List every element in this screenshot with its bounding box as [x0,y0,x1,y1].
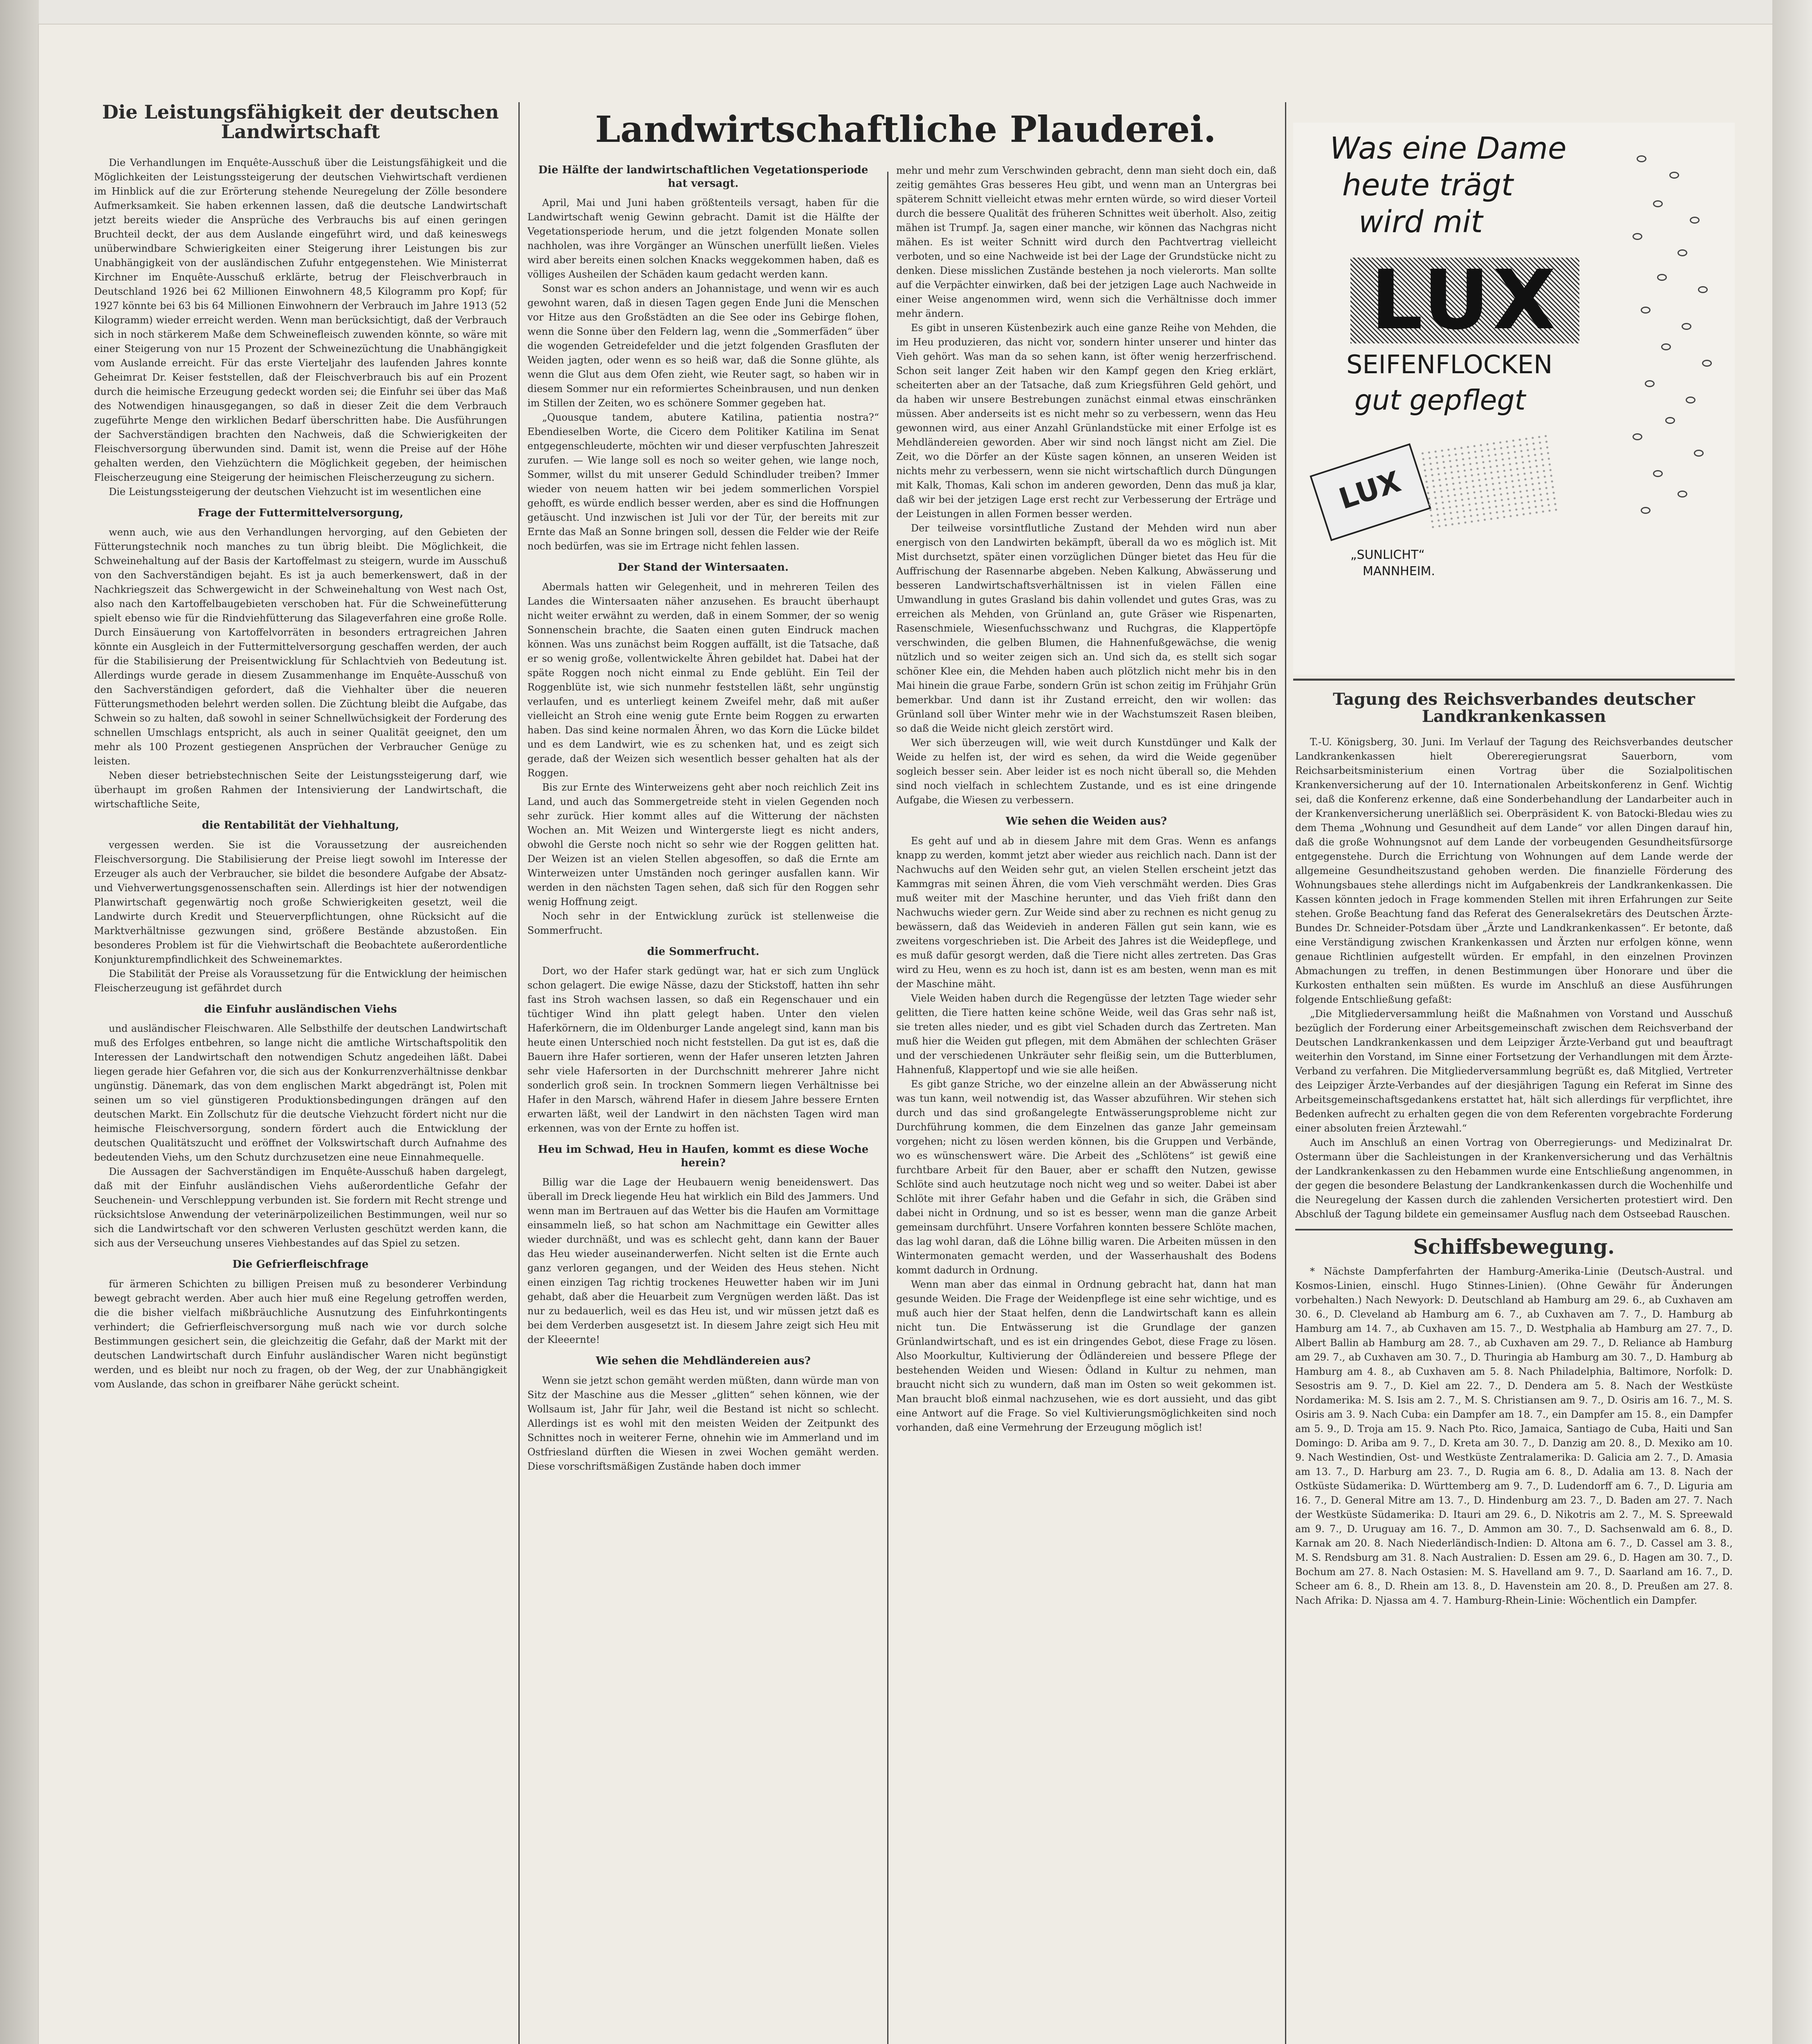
center-column [527,164,879,2044]
right-paragraph: „Die Mitgliederversammlung heißt die Maßnahmen von Vorstand und Ausschuß bezüglich der Forderung einer Arbeitsgemeinschaft zwischen dem Reichsverband der Deutschen Landkrankenkassen und dem Leipziger Ärzte-Verband gut und beauftragt weiterhin den Vorstand, im Sinne einer Fortsetzung der Verhandlungen mit dem Ärzte-Verband zu verfahren. Die Mitgliederversammlung begrüßt es, daß Mitglied, Vertreter des Leipziger Ärzte-Verbandes auf der diesjährigen Tagung ein Referat im Sinne des Arbeitsgemeinschaftsgedankens erstattet hat, hält sich allerdings für verpflichtet, ihre Bedenken aufrecht zu erhalten gegen die von dem Referenten vorgebrachte Forderung einer absoluten freien Ärztewahl.“ [1295,1008,1733,1134]
right-headline: Tagung des Reichsverbandes deutscher Landkrankenkassen [1333,691,1695,726]
column-rule [1285,102,1286,2044]
center-paragraph: Sonst war es schon anders an Johannistage, und wenn wir es auch gewohnt waren, daß in diesen Tagen gegen Ende Juni die Menschen vor Hitze aus den Großstädten an die See oder ins Gebirge flohen, wenn die Sonne über den Feldern lag, wenn die „Sommerfäden“ über die wogenden Getreidefelder und die jetzt folgenden Grasfluten der Weiden jagten, oder wenn es so heiß war, daß die Sonne glühte, als wenn die Glut aus dem Ofen zieht, wie Reuter sagt, so haben wir in diesem Sommer nur ein reformiertes Scheinbrausen, und nun denken im Stillen der Zeiten, wo es schönere Sommer gegeben hat. [527,283,879,409]
center-headline: Landwirtschaftliche Plauderei. [595,108,1216,150]
center-subheading: Heu im Schwad, Heu in Haufen, kommt es diese Woche herein? [538,1143,869,1169]
center-paragraph: Viele Weiden haben durch die Regengüsse der letzten Tage wieder sehr gelitten, die Tiere hatten keine schöne Weide, weil das Gras sehr naß ist, sie treten alles nieder, und es gibt viel Schaden durch das Zertreten. Man muß hier die Weiden gut pflegen, mit dem Abmähen der schlechten Gräser und der verschiedenen Unkräuter sehr fleißig sein, um die Butterblumen, Hahnenfuß, Klappertopf und wie sie alle heißen. [896,992,1276,1076]
ad-footer-brand: „SUNLICHT“ [1350,548,1425,562]
center-subheading: Der Stand der Wintersaaten. [618,561,789,574]
section-divider [1295,1229,1733,1230]
column-rule [518,102,520,2044]
ad-tagline: gut gepflegt [1355,384,1526,417]
right-paragraph: Auch im Anschluß an einen Vortrag von Oberregierungs- und Medizinalrat Dr. Ostermann über die Sachleistungen in der Krankenversicherung und das Verhältnis der Landkrankenkassen zu den Hebammen wurde eine Entschließung angenommen, in der gegen die besondere Belastung der Landkrankenkassen durch die Wochenhilfe und die Neuregelung der Kassen durch die zahlenden Versicherten protestiert wird. Den Abschluß der Tagung bildete ein gemeinsamer Ausflug nach dem Ostseebad Rauschen. [1295,1137,1733,1220]
ships-paragraph: * Nächste Dampferfahrten der Hamburg-Amerika-Linie (Deutsch-Austral. und Kosmos-Linien, einschl. Hugo Stinnes-Linien). (Ohne Gewähr für Änderungen vorbehalten.) Nach Newyork: D. Deutschland ab Hamburg am 29. 6., ab Cuxhaven am 30. 6., D. Cleveland ab Hamburg am 6. 7., ab Cuxhaven am 7. 7., D. Hamburg ab Hamburg am 14. 7., ab Cuxhaven am 15. 7., D. Westphalia ab Hamburg am 27. 7., D. Albert Ballin ab Hamburg am 28. 7., ab Cuxhaven am 29. 7., D. Reliance ab Hamburg am 29. 7., ab Cuxhaven am 30. 7., D. Thuringia ab Hamburg am 30. 7., D. Hamburg ab Hamburg am 4. 8., ab Cuxhaven am 5. 8. Nach Philadelphia, Baltimore, Norfolk: D. Sesostris am 9. 7., D. Kiel am 22. 7., D. Dendera am 5. 8. Nach der Westküste Nordamerika: M. S. Isis am 2. 7., M. S. Christiansen am 9. 7., D. Osiris am 16. 7., M. S. Osiris am 3. 9. Nach Cuba: ein Dampfer am 18. 7., ein Dampfer am 15. 8., ein Dampfer am 5. 9., D. Troja am 15. 9. Nach Pto. Rico, Jamaica, Santiago de Cuba, Haiti und San Domingo: D. Ariba am 9. 7., D. Kreta am 30. 7., D. Danzig am 20. 8., D. Mexiko am 10. 9. Nach Westindien, Ost- und Westküste Zentralamerika: D. Galicia am 2. 7., D. Amasia am 13. 7., D. Harburg am 23. 7., D. Rugia am 6. 8., D. Adalia am 13. 8. Nach der Ostküste Südamerika: D. Württemberg am 9. 7., D. Ludendorff am 6. 7., D. Liguria am 16. 7., D. General Mitre am 13. 7., D. Hindenburg am 23. 7., D. Baden am 27. 7. Nach der Westküste Südamerika: D. Itauri am 29. 6., D. Nikotris am 2. 7., M. S. Spreewald am 9. 7., D. Uruguay am 16. 7., D. Ammon am 30. 7., D. Sachsenwald am 6. 8., D. Karnak am 20. 8. Nach Niederländisch-Indien: D. Altona am 6. 7., D. Cassel am 3. 8., M. S. Rendsburg am 31. 8. Nach Australien: D. Essen am 29. 6., D. Hagen am 30. 7., D. Bochum am 27. 8. Nach Ostasien: M. S. Havelland am 9. 7., D. Saarland am 16. 7., D. Scheer am 6. 8., D. Rhein am 13. 8., D. Havenstein am 20. 8., D. Preußen am 27. 8. Nach Afrika: D. Njassa am 4. 7. Hamburg-Rhein-Linie: Wöchentlich ein Dampfer. [1295,1265,1733,1606]
left-paragraph: für ärmeren Schichten zu billigen Preisen muß zu besonderer Verbindung bewegt gebracht werden. Aber auch hier muß eine Regelung getroffen werden, die die bisher vielfach mißbräuchliche Ausnutzung des Einfuhrkontingents verhindert; die Gefrierfleischversorgung muß nach wie vor durch solche Bestimmungen gesichert sein, die gleichzeitig die Gefahr, daß der Markt mit der deutschen Landwirtschaft durch Einfuhr ausländischer Waren nicht begünstigt werden, und es bleibt nur noch zu fragen, ob der Weg, der zur Unabhängigkeit vom Auslande, das schon in greifbarer Nähe gerückt scheint. [94,1278,507,1390]
previous-page-edge [0,0,39,2044]
center-paragraph: Es gibt in unseren Küstenbezirk auch eine ganze Reihe von Mehden, die im Heu produzieren, das nicht vor, sondern hinter unserer und hinter das Vieh gehört. Was man da so sehen kann, ist öfter wenig herzerfrischend. Schon seit langer Zeit haben wir den Kampf gegen den Krieg erklärt, scheiterten aber an der Tatsache, daß zum Kriegsführen Geld gehört, und da haben wir unsere Bestrebungen zunächst einmal etwas einschränken müssen. Aber anderseits ist es nicht mehr so zu verbessern, wenn das Heu gewonnen wird, aus einer Anzahl Grünlandstücke mit einer Erfolge ist es Mehdländereien geworden. Aber wir sind noch längst nicht am Ziel. Die Zeit, wo die Dörfer an der Küste sagen können, an unseren Weiden ist nichts mehr zu verbessern, wenn sie nicht wirtschaftlich durch Düngungen mit Kalk, Thomas, Kali schon im anderen geworden, Denn das muß ja klar, daß wir bei der jetzigen Lage erst recht zur Verbesserung der Erträge und der Leistungen in allen Formen besser werden. [896,322,1276,520]
left-paragraph: Neben dieser betriebstechnischen Seite der Leistungssteigerung darf, wie überhaupt im großen Rahmen der Intensivierung der Landwirtschaft, die wirtschaftliche Seite, [94,770,507,810]
ships-headline: Schiffsbewegung. [1413,1235,1615,1259]
ad-footer-city: MANNHEIM. [1363,564,1435,578]
left-subheading: die Rentabilität der Viehhaltung, [202,819,399,832]
left-column [94,98,507,2044]
ad-bottom-rule [1293,679,1735,681]
ad-headline-2: heute trägt [1342,168,1514,203]
ad-headline-3: wird mit [1359,204,1483,240]
center-paragraph: Billig war die Lage der Heubauern wenig beneidenswert. Das überall im Dreck liegende Heu hat wirklich ein Bild des Jammers. Und wenn man im Bertrauen auf das Wetter bis die Haufen am Vormittage einsammeln ließ, so hat schon am Nachmittage ein Gewitter alles wieder durchnäßt, und was es schlecht geht, dann kann der Bauer das Heu wieder auseinanderwerfen. Nicht selten ist die Ernte auch ganz verloren gegangen, und der Weiden des Heus stehen. Nicht einen einzigen Tag richtig trockenes Heuwetter haben wir im Juni gehabt, daß aber die Heuarbeit zum Vergnügen werden läßt. Das ist nur zu bedauerlich, weil es das Heu ist, und wir müssen jetzt daß es bei dem Verderben ausgesetzt ist. In diesem Jahre zeigt sich Heu mit der Kleeernte! [527,1177,879,1345]
right-column [1295,691,1733,2044]
page-shadow [1772,0,1812,2044]
ad-headline-1: Was eine Dame [1330,131,1567,166]
center-paragraph: „Quousque tandem, abutere Katilina, patientia nostra?“ Ebendieselben Worte, die Cicero dem Politiker Katilina im Senat entgegenschleuderte, möchten wir und dieser verpfuschten Jahreszeit zurufen. — Wie lange soll es noch so weiter gehen, wie lange noch, Sommer, willst du mit unserer Geduld Schindluder treiben? Immer wieder von neuem hatten wir bei jedem sommerlichen Vorspiel gehofft, es würde endlich besser werden, aber es sind die Hoffnungen getäuscht. Und inzwischen ist Juli vor der Tür, der bereits mit zur Ernte das Maß an Sonne bringen soll, dessen die Felder wie der Reife noch bedürfen, was sie im Ertrage nicht fehlen lassen. [527,412,879,552]
ad-product: SEIFENFLOCKEN [1346,350,1553,379]
center-subheading: Wie sehen die Weiden aus? [1005,815,1167,827]
center-subheading: Die Hälfte der landwirtschaftlichen Vegetationsperiode hat versagt. [538,164,868,190]
lux-advertisement [1293,123,1735,675]
center-paragraph: mehr und mehr zum Verschwinden gebracht, denn man sieht doch ein, daß zeitig gemähtes Gras besseres Heu gibt, und wenn man an Untergras bei späterem Schnitt vielleicht etwas mehr ernten würde, so wird dieser Vorteil durch die bessere Qualität des früheren Schnittes weit überholt. Also, zeitig mähen ist Trumpf. Ja, sagen einer manche, wir können das Nachgras nicht mähen. Es ist weiter Schnitt wird durch den Pachtvertrag vielleicht verboten, und so eine Nachweide ist bei der Lage der Grundstücke nicht zu denken. Diese misslichen Zustände bestehen ja noch vielerorts. Man sollte auf die Verpächter einwirken, daß bei der jetzigen Lage auch Nachweide in einer Weise angenommen wird, wenn sich die Verhältnisse doch immer mehr ändern. [896,165,1276,319]
center-paragraph: Der teilweise vorsintflutliche Zustand der Mehden wird nun aber energisch von den Landwirten bekämpft, überall da wo es möglich ist. Mit Mist durchsetzt, später einen vorzüglichen Dünger bietet das Heu für die Auffrischung der Rasennarbe abgeben. Neben Kalkung, Abwässerung und besseren Landwirtschaftsverhältnissen ist in vielen Fällen eine Umwandlung in gutes Grasland bis dahin vollendet und gutes Gras, was zu erreichen als Mehden, von Grünland an, gute Gräser wie Rispenarten, Rasenschmiele, Wiesenfuchsschwanz und Ruchgras, die Klappertöpfe verschwinden, die gelben Blumen, die Hahnenfußgewächse, die wenig nützlich und so weiter zeigen sich an. Und sich da, es stellt sich sogar schöner Klee ein, die Mehden haben auch plötzlich nicht mehr bis in den Mai hinein die graue Farbe, sondern Grün ist schon zeitig im Frühjahr Grün bemerkbar. Und dann ist ihr Zustand erreicht, den wir wollen: das Grünland soll über Winter mehr wie in der Wachstumszeit Rasen bleiben, so daß die Weide nicht gleich zerstört wird. [896,522,1276,734]
column-rule [887,172,888,2044]
center-paragraph: Dort, wo der Hafer stark gedüngt war, hat er sich zum Unglück schon gelagert. Die ewige Nässe, dazu der Stickstoff, hatten ihn sehr fast ins Stroh wachsen lassen, so daß ein Regenschauer und ein tüchtiger Wind ihn platt gelegt haben. Unter den vielen Haferkörnern, die im Oldenburger Lande angelegt sind, kann man bis heute einen Unterschied noch nicht feststellen. Da gut ist es, daß die Bauern ihre Hafer sortieren, wenn der Hafer unseren letzten Jahren sehr viele Hafersorten in der Durchschnitt mehrerer Jahre nicht sonderlich groß sein. In trocknen Sommern liegen Verhältnisse bei Hafer in den Marsch, während Hafer in diesem Jahre bessere Ernten erwarten läßt, weil der Landwirt in den nächsten Tagen wird man erkennen, was von der Ernte zu hoffen ist. [527,965,879,1134]
left-subheading: Frage der Futtermittelversorgung, [197,507,404,519]
left-paragraph: Die Aussagen der Sachverständigen im Enquête-Ausschuß haben dargelegt, daß mit der Einfuhr ausländischen Viehs außerordentliche Gefahr der Seuchenein- und Verschleppung verbunden ist. Sie fordern mit Recht strenge und rücksichtslose Anwendung der veterinärpolizeilichen Bestimmungen, weil nur so sich die Landwirtschaft vor den schweren Verlusten geschützt werden kann, die sich aus der Verseuchung unseres Viehbestandes auf das Spiel zu setzen. [94,1166,507,1249]
lux-brand: LUX [1370,253,1559,348]
center-paragraph: Noch sehr in der Entwicklung zurück ist stellenweise die Sommerfrucht. [527,910,879,936]
center-paragraph: Wenn sie jetzt schon gemäht werden müßten, dann würde man von Sitz der Maschine aus die Messer „glitten“ sehen können, wie der Wollsaum ist, Jahr für Jahr, weil die Bestand ist nicht so schlecht. Allerdings ist es wohl mit den meisten Weiden der Zeitpunkt des Schnittes noch in weiterer Ferne, ohnehin wie im Ammerland und im Ostfriesland dürften die Wiesen in zwei Wochen gemäht werden. Diese vorschriftsmäßigen Zustände haben doch immer [527,1374,879,1472]
center-paragraph: April, Mai und Juni haben größtenteils versagt, haben für die Landwirtschaft wenig Gewinn gebracht. Damit ist die Hälfte der Vegetationsperiode herum, und die jetzt folgenden Monate sollen nachholen, was ihre Vorgänger an Wünschen unerfüllt ließen. Vieles wird aber bereits einen solchen Knacks weggekommen haben, daß es völliges Ausheilen der Schäden kaum gedacht werden kann. [527,197,879,280]
center-paragraph: Abermals hatten wir Gelegenheit, und in mehreren Teilen des Landes die Wintersaaten näher anzusehen. Es braucht überhaupt nicht weiter erwähnt zu werden, daß in einem Sommer, der so wenig Sonnenschein brachte, die Saaten einen guten Eindruck machen können. Was uns zunächst beim Roggen auffällt, ist die Tatsache, daß er so wenig große, vollentwickelte Ähren gebildet hat. Dabei hat der späte Roggen noch nicht einmal zu Ende geblüht. Ein Teil der Roggenblüte ist, wie sich nunmehr feststellen läßt, sehr ungünstig verlaufen, und es unterliegt keinem Zweifel mehr, daß mit außer vielleicht an Stroh eine wenig gute Ernte beim Roggen zu erwarten haben. Das sind keine normalen Ähren, wo das Korn die Lücke bildet und es dem Landwirt, wie es zu schenken hat, und es zeigt sich gerade, daß der Weizen sich wesentlich besser gehalten hat als der Roggen. [527,581,879,779]
center-right-column [896,164,1276,2044]
center-paragraph: Wenn man aber das einmal in Ordnung gebracht hat, dann hat man gesunde Weiden. Die Frage der Weidenpflege ist eine sehr wichtige, und es muß auch hier der Staat helfen, denn die Landwirtschaft kann es allein nicht tun. Die Entwässerung ist die Grundlage der ganzen Grünlandwirtschaft, und es ist ein dringendes Gebot, diese Frage zu lösen. Also Moorkultur, Kultivierung der Ödländereien und bessere Pflege der bestehenden Weiden und Wiesen: Ödland in Kultur zu nehmen, man braucht nicht sich zu wundern, daß man im Osten so weit gekommen ist. Man braucht bloß einmal nachzusehen, wie es dort aussieht, und das gibt eine Antwort auf die Frage. So viel Kultivierungsmöglichkeiten sind noch vorhanden, daß eine Vermehrung der Erzeugung möglich ist! [896,1278,1276,1433]
center-paragraph: Bis zur Ernte des Winterweizens geht aber noch reichlich Zeit ins Land, und auch das Sommergetreide steht in vielen Gegenden noch sehr zurück. Hier kommt alles auf die Witterung der nächsten Wochen an. Mit Weizen und Wintergerste liegt es nicht anders, obwohl die Gerste noch nicht so sehr wie der Roggen gelitten hat. Der Weizen ist an vielen Stellen abgesoffen, so daß die Ernte am Winterweizen unter Umständen noch geringer ausfallen kann. Wir werden in den nächsten Tagen sehen, daß sich für den Roggen sehr wenig Hoffnung zeigt. [527,781,879,908]
left-headline: Die Leistungsfähigkeit der deutschen Landwirtschaft [102,101,499,143]
center-subheading: Wie sehen die Mehdländereien aus? [596,1355,811,1367]
left-subheading: die Einfuhr ausländischen Viehs [204,1003,397,1015]
left-paragraph: vergessen werden. Sie ist die Voraussetzung der ausreichenden Fleischversorgung. Die Stabilisierung der Preise liegt sowohl im Interesse der Erzeuger als auch der Verbraucher, sie bildet die besondere Aufgabe der Absatz- und Viehverwertungsgenossenschaften sein. Allerdings ist hier der notwendigen Planwirtschaft gegenwärtig noch große Schwierigkeiten gesetzt, weil die Landwirte durch Kredit und Steuerverpflichtungen, ohne Rücksicht auf die Marktverhältnisse gezwungen sind, größere Bestände abzustoßen. Ein besonderes Problem ist für die Viehwirtschaft die Beobachtete außerordentliche Konjunkturempfindlichkeit des Schweinemarktes. [94,839,507,965]
left-paragraph: Die Stabilität der Preise als Voraussetzung für die Entwicklung der heimischen Fleischerzeugung ist gefährdet durch [94,968,507,994]
left-paragraph: Die Leistungssteigerung der deutschen Viehzucht ist im wesentlichen eine [109,486,482,498]
left-paragraph: und ausländischer Fleischwaren. Alle Selbsthilfe der deutschen Landwirtschaft muß des Erfolges entbehren, so lange nicht die amtliche Wirtschaftspolitik den Interessen der Landwirtschaft den notwendigen Schutz angedeihen läßt. Dabei liegen gerade hier Gefahren vor, die sich aus der Konkurrenzverhältnisse denkbar ungünstig. Dänemark, das von dem englischen Markt abgedrängt ist, Polen mit seinen um so viel günstigeren Produktionsbedingungen drängen auf den deutschen Markt. Ein Zollschutz für die deutsche Viehzucht fördert nicht nur die heimische Fleischversorgung, sondern fördert auch die Entwicklung der deutschen Qualitätszucht und eröffnet der Volkswirtschaft durch Aufnahme des bedeutenden Viehs, um den Schutz durchzusetzen eine neue Einnahmequelle. [94,1023,507,1163]
center-paragraph: Es gibt ganze Striche, wo der einzelne allein an der Abwässerung nicht was tun kann, weil notwendig ist, das Wasser abzuführen. Wir stehen sich durch und das sind großangelegte Entwässerungsprobleme nicht zur Durchführung kommen, die dem Einzelnen das ganze Jahr gemeinsam vorgehen; nicht zu lösen werden können, bis die Gruppen und Verbände, wo es wünschenswert wäre. Die Arbeit des „Schlötens“ ist gewiß eine furchtbare Arbeit für den Bauer, aber er schafft den Nutzen, gewisse Schlöte sind auch heutzutage noch nicht weg und so weiter. Dabei ist aber Schlöte mit ihrer Gefahr haben und die Gefahr in sich, die Gräben sind dabei nicht in Ordnung, und so ist es besser, wenn man die ganze Arbeit gemeinsam durchführt. Unsere Vorfahren konnten bessere Schlöte machen, das lag wohl daran, daß die Löhne billig waren. Die Arbeiten müssen in den Wintermonaten gemacht werden, und der Wasserhaushalt des Bodens kommt dadurch in Ordnung. [896,1078,1276,1276]
packet-label: LUX [1335,464,1405,516]
left-paragraph: wenn auch, wie aus den Verhandlungen hervorging, auf den Gebieten der Fütterungstechnik noch manches zu tun übrig bleibt. Die Möglichkeit, die Schweinehaltung auf der Basis der Kartoffelmast zu steigern, wurde im Ausschuß von den Sachverständigen bejaht. Es ist ja auch bemerkenswert, daß in der Nachkriegszeit das Schwergewicht in der Schweinehaltung von West nach Ost, also nach den Kartoffelbaugebieten verschoben hat. Für die Schweinefütterung spielt ebenso wie für die Rindviehfütterung das Silageverfahren eine große Rolle. Durch Einsäuerung von Kartoffelvorräten in besonders ertragreichen Jahren könnte ein Ausgleich in der Futtermittelversorgung geschaffen werden, der auch für die Stabilisierung der Preisentwicklung für Schlachtvieh von Bedeutung ist. Allerdings wurde gerade in diesem Zusammenhange im Enquête-Ausschuß von den Sachverständigen gefordert, daß die Viehhalter über die neueren Fütterungsmethoden belehrt werden sollen. Die Züchtung bleibt die Aufgabe, das Schwein so zu halten, daß sowohl in seiner Schnellwüchsigkeit der Forderung des schnellen Umschlags entspricht, als auch in seiner Qualität geeignet, den um mehr als 100 Prozent gestiegenen Ansprüchen der Verbraucher Genüge zu leisten. [94,527,507,767]
right-paragraph: T.-U. Königsberg, 30. Juni. Im Verlauf der Tagung des Reichsverbandes deutscher Landkrankenkassen hielt Obereregierungsrat Sauerborn, vom Reichsarbeitsministerium einen Vortrag über die Sozialpolitischen Krankenversicherung auf der 10. Internationalen Arbeitskonferenz in Genf. Wichtig sei, daß die Konferenz erkenne, daß eine Sonderbehandlung der Landarbeiter auch in der Krankenversicherung unerläßlich sei. Oberpräsident K. von Batocki-Bledau wies zu dem Thema „Wohnung und Gesundheit auf dem Lande“ vor allen Dingen darauf hin, daß die große Wohnungsnot auf dem Lande der vorbeugenden Gesundheitsfürsorge entgegenstehe. Durch die Errichtung von Wohnungen auf dem Lande werde der allgemeine Gesundheitszustand gehoben werden. Die finanzielle Förderung des Wohnungsbaues stehe allerdings nicht im Aufgabenkreis der Landkrankenkassen. Die Kassen könnten jedoch in Frage kommenden Stellen mit ihren Erfahrungen zur Seite stehen. Große Beachtung fand das Referat des Generalsekretärs des Deutschen Ärzte-Bundes Dr. Schneider-Potsdam über „Ärzte und Landkrankenkassen“. Er betonte, daß eine Verständigung zwischen Krankenkassen und Ärzten nur erfolgen könne, wenn genaue Richtlinien aufgestellt würden. Er empfahl, in den einzelnen Provinzen Abmachungen zu treffen, in denen Bestimmungen über Honorare und über die Kurkosten enthalten sein müßten. Es wurde im Anschluß an diese Ausführungen folgende Entschließung gefaßt: [1295,736,1733,1005]
center-paragraph: Es geht auf und ab in diesem Jahre mit dem Gras. Wenn es anfangs knapp zu werden, kommt jetzt aber wieder aus reichlich nach. Dann ist der Nachwuchs auf den Weiden sehr gut, an vielen Stellen erscheint jetzt das Kammgras mit seinen Ähren, die vom Vieh verschmäht werden. Dies Gras muß weiter mit der Maschine herunter, und das Vieh frißt dann den Nachwuchs wieder gern. Zur Weide sind aber zu rechnen es nicht genug zu bewässern, daß das Weidevieh in anderen Fällen gut sein kann, wie es zweitens vorgeschrieben ist. Die Arbeit des Jahres ist die Weidepflege, und es muß dafür gesorgt werden, daß die Tiere nicht alles zertreten. Das Gras wird zu Heu, wenn es zu hoch ist, dann ist es am besten, wenn man es mit der Maschine mäht. [896,835,1276,990]
soap-packet-icon [1310,443,1431,541]
left-paragraph: Die Verhandlungen im Enquête-Ausschuß über die Leistungsfähigkeit und die Möglichkeiten der Leistungssteigerung der deutschen Viehwirtschaft verdienen im Hinblick auf die zur Erörterung stehende Neuregelung der Zölle besondere Aufmerksamkeit. Sie haben erkennen lassen, daß die deutsche Landwirtschaft jetzt bereits wieder die Ansprüche des Verbrauchs bis auf einen geringen Bruchteil deckt, der aus dem Auslande eingeführt wird, und daß keineswegs unüberwindbare Schwierigkeiten einer Steigerung ihrer Leistungen bis zur Unabhängigkeit von der ausländischen Zufuhr entgegenstehen. Wie Ministerrat Kirchner im Enquête-Ausschuß erklärte, betrug der Fleischverbrauch in Deutschland 1926 bei 62 Millionen Einwohnern 48,5 Kilogramm pro Kopf; für 1927 könnte bei 63 bis 64 Millionen Einwohnern der Verbrauch im Jahre 1913 (52 Kilogramm) wieder erreicht werden. Wenn man berücksichtigt, daß der Verbrauch sich in noch stärkerem Maße dem Schweinefleisch zuwenden könnte, so wäre mit einer Steigerung von nur 15 Prozent der Schweinezüchtung die Unabhängigkeit vom Auslande erreicht. Für das erste Vierteljahr des laufenden Jahres konnte Geheimrat Dr. Keiser feststellen, daß der Fleischverbrauch bis auf ein Prozent durch die heimische Erzeugung gedeckt worden sei; die Einfuhr sei über das Maß des Notwendigen hinausgegangen, so daß in dieser Zeit die dem Verbrauch zugeführte Menge den wirklichen Bedarf überschritten habe. Die Ausführungen der Sachverständigen brachten den Nachweis, daß die Schwierigkeiten der Fleischversorgung überwunden sind. Damit ist, wenn die Preise auf der Höhe gehalten werden, den Viehzüchtern die Möglichkeit gegeben, der heimischen Fleischerzeugung eine Steigerung der heimischen Fleischerzeugung zu sichern. [94,157,507,483]
center-paragraph: Wer sich überzeugen will, wie weit durch Kunstdünger und Kalk der Weide zu helfen ist, der wird es sehen, da wird die Weide gegenüber sogleich besser sein. Aber leider ist es noch nicht überall so, die Mehden sind noch vielfach in schlechtem Zustande, und es ist eine dringende Aufgabe, die Wiesen zu verbessern. [896,737,1276,806]
left-subheading: Die Gefrierfleischfrage [232,1258,369,1271]
soap-flakes-illustration [1419,433,1560,532]
falling-flakes-illustration [1620,139,1727,548]
lux-logo [1350,253,1579,348]
center-subheading: die Sommerfrucht. [647,945,760,958]
